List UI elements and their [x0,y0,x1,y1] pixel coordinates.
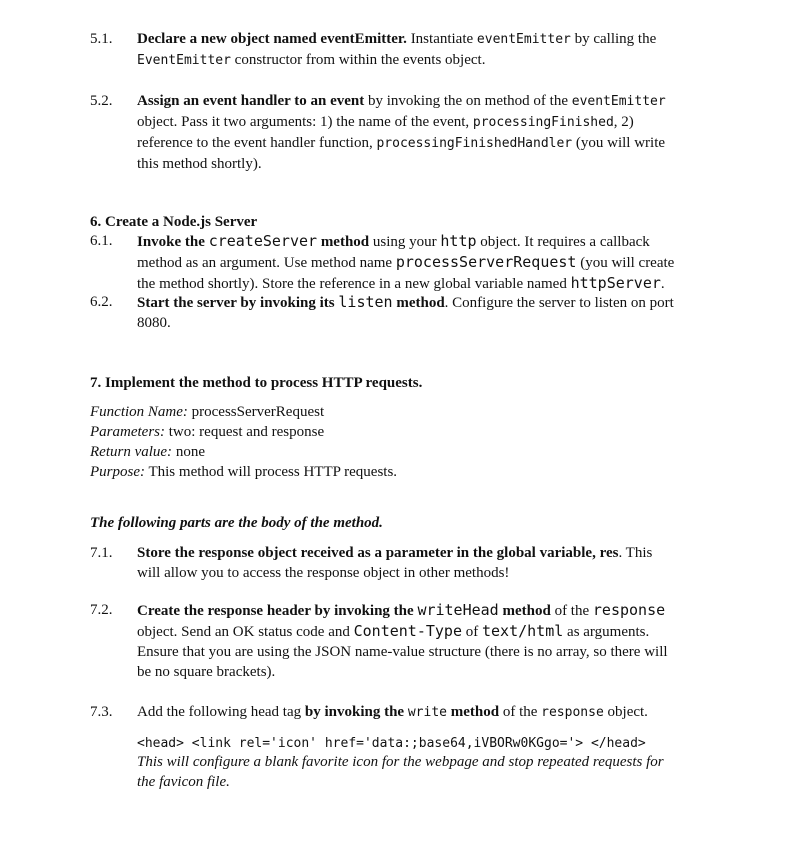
step-text: Create the response header by invoking the writeHead method of the response object. Send an OK status code and Content-Type of text/html as arguments. Ensure that you are using the JSON name-value structure (there is no array, so there will be no square brackets). [137,601,668,680]
step-text: Declare a new object named eventEmitter. Instantiate eventEmitter by calling the EventEmitter constructor from within the events object. [137,31,657,68]
step-text: Assign an event handler to an event by invoking the on method of the eventEmitter object. Pass it two arguments: 1) the name of the event, processingFinished, 2) reference to the event handler function, processingFinishedHandler (you will write this method shortly). [137,93,666,172]
favicon-note: This will configure a blank favorite icon for the webpage and stop repeated requests for the favicon file. [137,754,664,790]
step-number: 5.1. [90,31,113,47]
step-number: 6.2. [90,294,113,310]
step-text: Start the server by invoking its listen method. Configure the server to listen on port 8080. [137,293,674,331]
parameters-field: Parameters: two: request and response [90,424,325,440]
step-5-1 [90,29,730,71]
method-body-subheading: The following parts are the body of the method. [90,515,383,531]
step-7-1 [90,543,730,583]
step-6-1 [90,231,730,294]
section-7-heading: 7. Implement the method to process HTTP requests. [90,375,423,391]
return-value-field: Return value: none [90,444,205,460]
section-6-heading: 6. Create a Node.js Server [90,214,258,230]
step-number: 7.3. [90,704,113,720]
step-text: Add the following head tag by invoking the write method of the response object. [137,704,648,720]
step-7-3 [90,702,730,723]
step-number: 7.1. [90,545,113,561]
step-number: 5.2. [90,93,113,109]
purpose-field: Purpose: This method will process HTTP requests. [90,464,398,480]
step-text: Store the response object received as a parameter in the global variable, res. This will allow you to access the response object in other methods! [137,545,653,581]
step-text: Invoke the createServer method using your http object. It requires a callback method as an argument. Use method name processServerRequest (you will create the method shortly). Store the reference in a new global variable named httpServer. [137,232,675,292]
step-number: 7.2. [90,602,113,618]
step-number: 6.1. [90,233,113,249]
step-6-2 [90,292,730,333]
step-5-2 [90,91,730,174]
head-tag-code: <head> <link rel='icon' href='data:;base64,iVBORw0KGgo='> </head> [137,736,646,751]
step-7-2 [90,600,730,682]
function-name-field: Function Name: processServerRequest [90,404,325,420]
